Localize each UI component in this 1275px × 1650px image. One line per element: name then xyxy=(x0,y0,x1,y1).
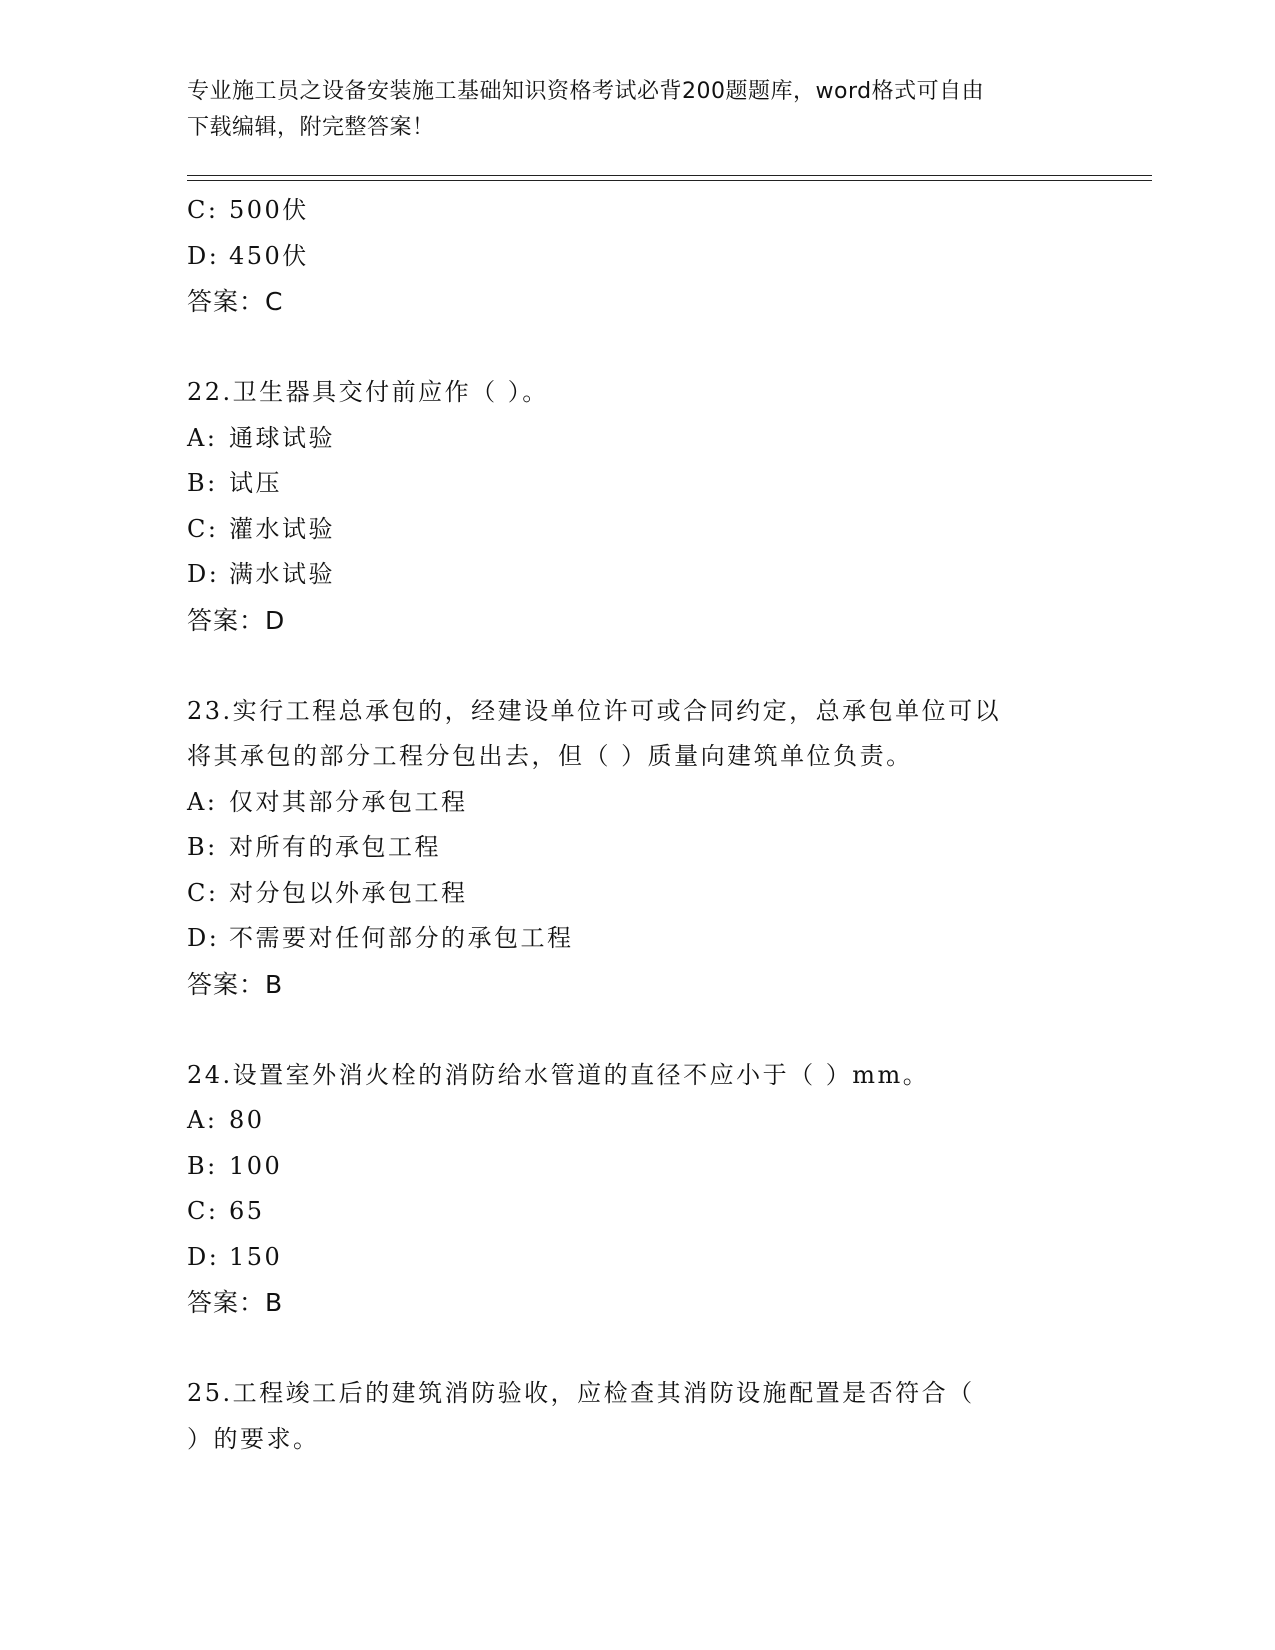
option-text: 65 xyxy=(229,1197,265,1225)
spacer xyxy=(187,325,1087,371)
option-c xyxy=(187,507,1087,553)
option-c xyxy=(187,871,1087,917)
option-b xyxy=(187,1144,1087,1190)
stem-line: 将其承包的部分工程分包出去，但（ ）质量向建筑单位负责。 xyxy=(187,742,913,770)
answer-line: 答案：B xyxy=(187,1288,284,1317)
header-line-1: 专业施工员之设备安装施工基础知识资格考试必背200题题库，word格式可自由 xyxy=(187,79,985,104)
option-d xyxy=(187,552,1087,598)
question-23-stem xyxy=(187,689,1087,780)
stem-line: 22.卫生器具交付前应作（ ）。 xyxy=(187,378,549,406)
option-key: C: xyxy=(187,196,219,224)
stem-line: 23.实行工程总承包的，经建设单位许可或合同约定，总承包单位可以 xyxy=(187,696,1002,725)
option-key: C: xyxy=(187,1197,219,1225)
option-text: 对所有的承包工程 xyxy=(229,833,441,861)
document-header xyxy=(187,74,1067,146)
option-text: 试压 xyxy=(229,469,282,497)
option-text: 不需要对任何部分的承包工程 xyxy=(229,924,574,952)
option-key: B: xyxy=(187,833,218,861)
option-c xyxy=(187,188,1087,234)
option-key: D: xyxy=(187,924,220,952)
option-text: 通球试验 xyxy=(229,423,335,452)
answer-line: 答案：B xyxy=(187,969,284,999)
option-text: 80 xyxy=(229,1106,265,1134)
answer-line: 答案：C xyxy=(187,287,284,316)
spacer xyxy=(187,643,1087,689)
option-key: A: xyxy=(187,787,218,816)
option-text: 满水试验 xyxy=(229,560,335,588)
option-text: 450伏 xyxy=(229,241,309,270)
option-a xyxy=(187,780,1087,826)
option-text: 500伏 xyxy=(229,196,309,224)
header-rule-bottom xyxy=(187,180,1152,181)
option-c xyxy=(187,1189,1087,1235)
option-key: D: xyxy=(187,1242,220,1271)
option-key: D: xyxy=(187,241,220,270)
option-key: C: xyxy=(187,514,219,543)
option-text: 灌水试验 xyxy=(229,514,335,543)
answer-line: 答案：D xyxy=(187,605,286,635)
option-text: 对分包以外承包工程 xyxy=(229,878,468,907)
option-b xyxy=(187,825,1087,871)
question-25-stem xyxy=(187,1371,1087,1462)
spacer xyxy=(187,1326,1087,1372)
question-24-stem xyxy=(187,1053,1087,1099)
option-key: C: xyxy=(187,878,219,907)
option-text: 100 xyxy=(229,1151,283,1180)
question-list xyxy=(187,188,1087,1462)
option-key: A: xyxy=(187,1106,218,1134)
stem-line: ）的要求。 xyxy=(187,1424,320,1453)
option-key: B: xyxy=(187,469,218,497)
option-text: 150 xyxy=(229,1242,283,1271)
option-d xyxy=(187,234,1087,280)
option-text: 仅对其部分承包工程 xyxy=(229,787,468,816)
header-line-2: 下载编辑，附完整答案！ xyxy=(187,115,435,140)
question-22-stem xyxy=(187,370,1087,416)
option-key: D: xyxy=(187,560,220,588)
stem-line: 25.工程竣工后的建筑消防验收，应检查其消防设施配置是否符合（ xyxy=(187,1379,975,1407)
option-d xyxy=(187,1235,1087,1281)
option-a xyxy=(187,416,1087,462)
header-rule-top xyxy=(187,175,1152,176)
spacer xyxy=(187,1007,1087,1053)
option-key: B: xyxy=(187,1151,218,1180)
option-key: A: xyxy=(187,423,218,452)
option-a xyxy=(187,1098,1087,1144)
option-d xyxy=(187,916,1087,962)
option-b xyxy=(187,461,1087,507)
stem-line: 24.设置室外消火栓的消防给水管道的直径不应小于（ ）mm。 xyxy=(187,1060,930,1089)
